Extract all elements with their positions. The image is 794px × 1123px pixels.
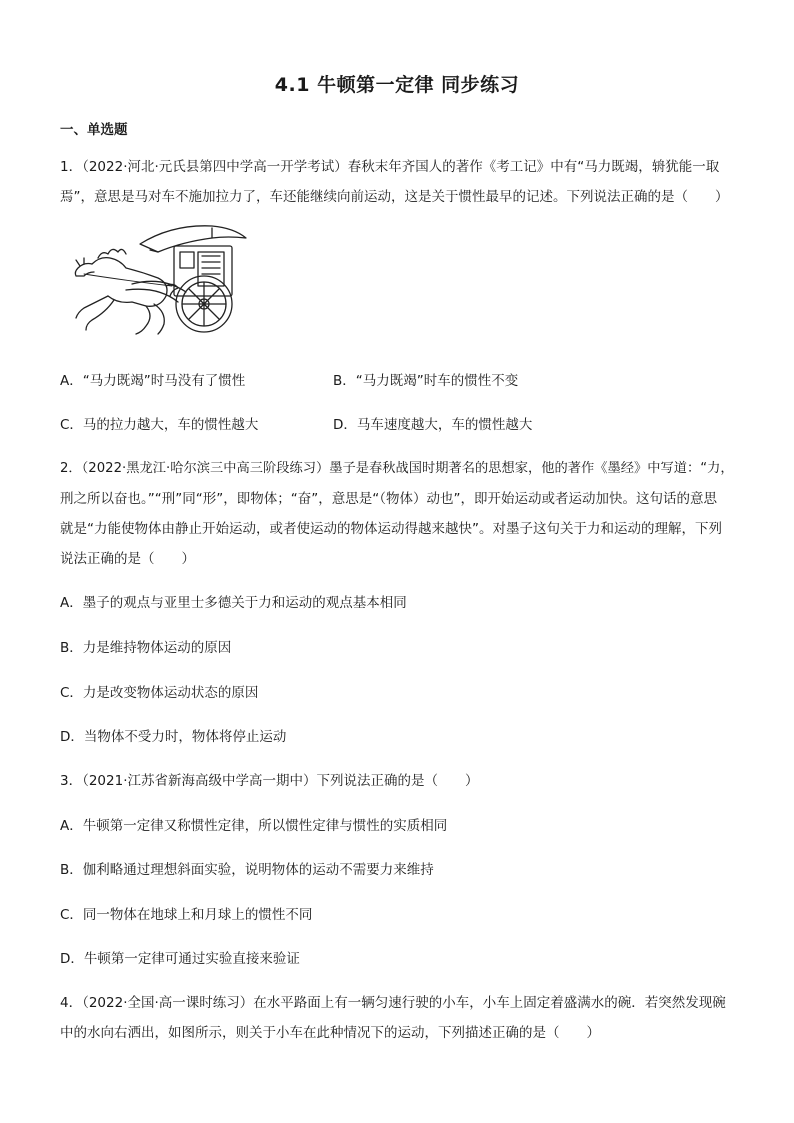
question-1-text-line-1: 1．（2022·河北·元氏县第四中学高一开学考试）春秋末年齐国人的著作《考工记》中有“马力既竭，辀犹能一取 [60, 159, 720, 175]
question-1-option-c: C．马的拉力越大，车的惯性越大 [60, 417, 259, 433]
question-1-option-b: B．“马力既竭”时车的惯性不变 [333, 373, 519, 389]
question-2-option-a: A．墨子的观点与亚里士多德关于力和运动的观点基本相同 [60, 595, 407, 611]
question-3-option-d: D．牛顿第一定律可通过实验直接来验证 [60, 951, 300, 967]
question-2-option-d: D．当物体不受力时，物体将停止运动 [60, 729, 287, 745]
question-2-text-line-3: 就是“力能使物体由静止开始运动，或者使运动的物体运动得越来越快”。对墨子这句关于力和运动的理解，下列 [60, 521, 722, 537]
question-2-option-b: B．力是维持物体运动的原因 [60, 640, 232, 656]
question-4-text-line-1: 4．（2022·全国·高一课时练习）在水平路面上有一辆匀速行驶的小车，小车上固定着盛满水的碗．若突然发现碗 [60, 995, 726, 1011]
question-3-text-line-1: 3．（2021·江苏省新海高级中学高一期中）下列说法正确的是（ ） [60, 773, 479, 789]
question-2-text-line-2: 刑之所以奋也。”“刑”同“形”，即物体；“奋”，意思是“（物体）动也”，即开始运动或者运动加快。这句话的意思 [60, 491, 717, 507]
question-3-option-a: A．牛顿第一定律又称惯性定律，所以惯性定律与惯性的实质相同 [60, 818, 448, 834]
section-heading: 一、单选题 [60, 122, 128, 138]
question-3-option-b: B．伽利略通过理想斜面实验，说明物体的运动不需要力来维持 [60, 862, 434, 878]
question-2-text-line-4: 说法正确的是（ ） [60, 551, 195, 567]
question-2-text-line-1: 2．（2022·黑龙江·哈尔滨三中高三阶段练习）墨子是春秋战国时期著名的思想家，他的著作《墨经》中写道：“力， [60, 461, 734, 476]
question-4-text-line-2: 中的水向右洒出，如图所示，则关于小车在此种情况下的运动，下列描述正确的是（ ） [60, 1025, 600, 1041]
question-1-option-d: D．马车速度越大，车的惯性越大 [333, 417, 533, 433]
question-1-option-a: A．“马力既竭”时马没有了惯性 [60, 373, 246, 389]
horse-chariot-illustration-icon [62, 216, 252, 344]
question-2-option-c: C．力是改变物体运动状态的原因 [60, 685, 259, 701]
question-1-text-line-2: 焉”，意思是马对车不施加拉力了，车还能继续向前运动，这是关于惯性最早的记述。下列说法正确的是（ ） [60, 189, 729, 205]
question-3-option-c: C．同一物体在地球上和月球上的惯性不同 [60, 907, 313, 923]
document-title: 4.1 牛顿第一定律 同步练习 [274, 74, 520, 96]
